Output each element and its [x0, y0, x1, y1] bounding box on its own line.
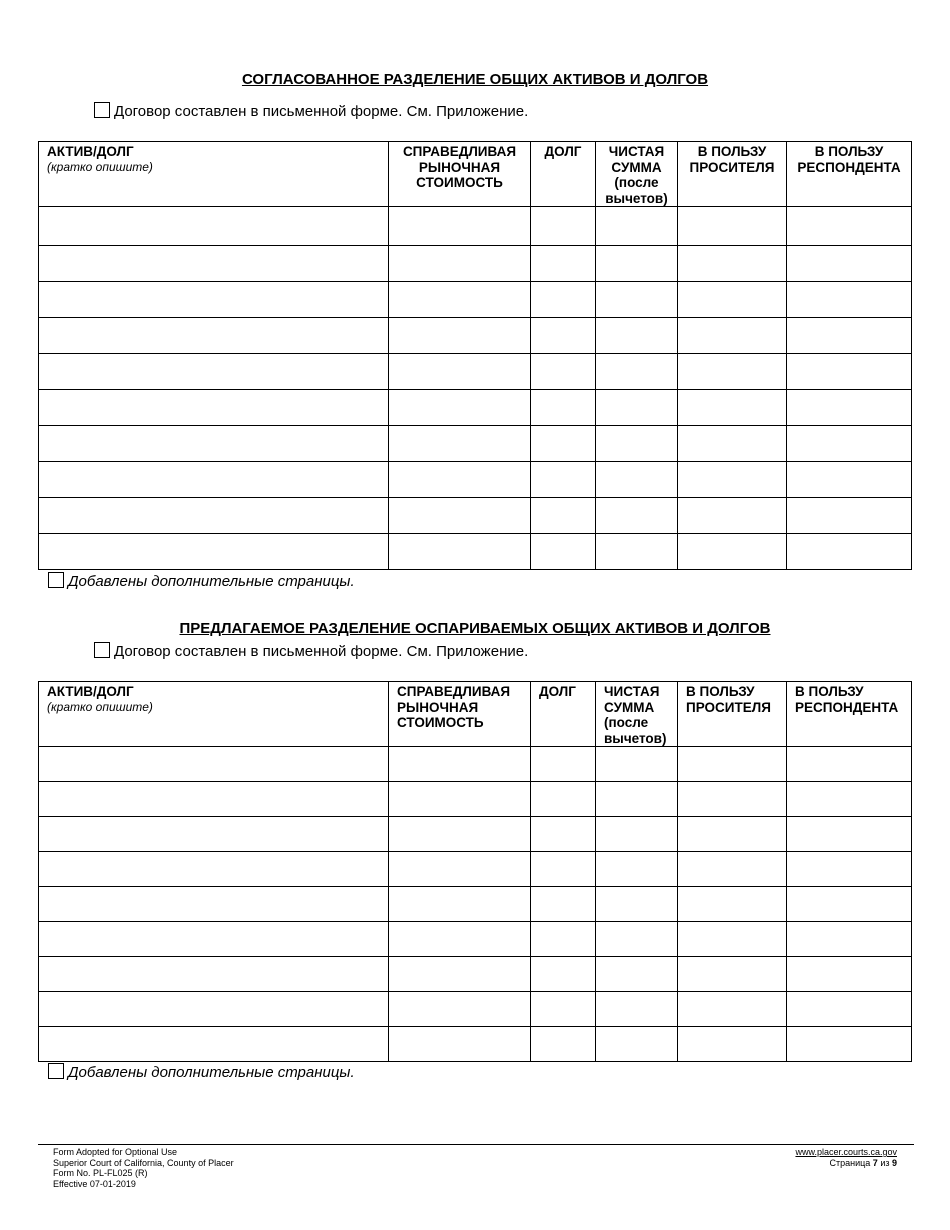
fair-market-value-cell[interactable] [389, 390, 531, 426]
to-respondent-cell[interactable] [787, 426, 912, 462]
section2-agreement-label: Договор составлен в письменной форме. См. Приложение. [114, 643, 529, 660]
asset-cell[interactable] [39, 354, 389, 390]
debt-cell[interactable] [531, 887, 596, 922]
to-petitioner-cell[interactable] [678, 992, 787, 1027]
header-to-petitioner: В ПОЛЬЗУ ПРОСИТЕЛЯ [678, 682, 787, 747]
table-header-row [39, 142, 912, 207]
section2-agreement-checkbox[interactable] [94, 642, 110, 658]
debt-cell[interactable] [531, 498, 596, 534]
to-respondent-cell[interactable] [787, 747, 912, 782]
footer-line-3: Form No. PL-FL025 (R) [53, 1168, 148, 1178]
net-amount-cell[interactable] [596, 462, 678, 498]
fair-market-value-cell[interactable] [389, 922, 531, 957]
fair-market-value-cell[interactable] [389, 957, 531, 992]
header-to-petitioner: В ПОЛЬЗУ ПРОСИТЕЛЯ [678, 142, 787, 207]
to-respondent-cell[interactable] [787, 887, 912, 922]
table-row [39, 246, 912, 282]
net-amount-cell[interactable] [596, 282, 678, 318]
to-respondent-cell[interactable] [787, 207, 912, 246]
asset-cell[interactable] [39, 282, 389, 318]
debt-cell[interactable] [531, 817, 596, 852]
to-petitioner-cell[interactable] [678, 462, 787, 498]
fair-market-value-cell[interactable] [389, 782, 531, 817]
fair-market-value-cell[interactable] [389, 992, 531, 1027]
net-amount-cell[interactable] [596, 817, 678, 852]
table-row [39, 426, 912, 462]
fair-market-value-cell[interactable] [389, 534, 531, 570]
footer-form-info [53, 1147, 234, 1189]
table-row [39, 498, 912, 534]
to-petitioner-cell[interactable] [678, 817, 787, 852]
net-amount-cell[interactable] [596, 957, 678, 992]
asset-cell[interactable] [39, 390, 389, 426]
footer-line-2: Superior Court of California, County of Placer [53, 1157, 234, 1168]
to-petitioner-cell[interactable] [678, 887, 787, 922]
net-amount-cell[interactable] [596, 992, 678, 1027]
net-amount-cell[interactable] [596, 426, 678, 462]
debt-cell[interactable] [531, 747, 596, 782]
section2-agreement-line [94, 643, 528, 660]
table-row [39, 318, 912, 354]
fair-market-value-cell[interactable] [389, 887, 531, 922]
debt-cell[interactable] [531, 354, 596, 390]
header-to-respondent: В ПОЛЬЗУ РЕСПОНДЕНТА [787, 682, 912, 747]
to-respondent-cell[interactable] [787, 922, 912, 957]
asset-cell[interactable] [39, 922, 389, 957]
table-row [39, 354, 912, 390]
header-asset: АКТИВ/ДОЛГ (кратко опишите) [39, 142, 389, 207]
debt-cell[interactable] [531, 282, 596, 318]
header-net-amount: ЧИСТАЯ СУММА (после вычетов) [596, 142, 678, 207]
table-row [39, 207, 912, 246]
table-row [39, 992, 912, 1027]
net-amount-cell[interactable] [596, 887, 678, 922]
asset-cell[interactable] [39, 462, 389, 498]
to-petitioner-cell[interactable] [678, 1027, 787, 1062]
asset-cell[interactable] [39, 318, 389, 354]
asset-cell[interactable] [39, 498, 389, 534]
debt-cell[interactable] [531, 957, 596, 992]
net-amount-cell[interactable] [596, 354, 678, 390]
fair-market-value-cell[interactable] [389, 462, 531, 498]
to-respondent-cell[interactable] [787, 1027, 912, 1062]
table-row [39, 1027, 912, 1062]
to-petitioner-cell[interactable] [678, 426, 787, 462]
to-petitioner-cell[interactable] [678, 390, 787, 426]
asset-cell[interactable] [39, 246, 389, 282]
table-row [39, 887, 912, 922]
asset-cell[interactable] [39, 426, 389, 462]
debt-cell[interactable] [531, 1027, 596, 1062]
header-to-respondent: В ПОЛЬЗУ РЕСПОНДЕНТА [787, 142, 912, 207]
debt-cell[interactable] [531, 207, 596, 246]
to-respondent-cell[interactable] [787, 957, 912, 992]
debt-cell[interactable] [531, 462, 596, 498]
fair-market-value-cell[interactable] [389, 817, 531, 852]
net-amount-cell[interactable] [596, 922, 678, 957]
debt-cell[interactable] [531, 426, 596, 462]
to-petitioner-cell[interactable] [678, 207, 787, 246]
to-respondent-cell[interactable] [787, 534, 912, 570]
fair-market-value-cell[interactable] [389, 354, 531, 390]
section1-additional-pages-checkbox[interactable] [48, 572, 64, 588]
asset-cell[interactable] [39, 957, 389, 992]
table-header-row [39, 682, 912, 747]
debt-cell[interactable] [531, 390, 596, 426]
to-respondent-cell[interactable] [787, 852, 912, 887]
section1-additional-pages-line [48, 573, 355, 590]
asset-cell[interactable] [39, 747, 389, 782]
section1-additional-pages-label: Добавлены дополнительные страницы. [68, 573, 355, 590]
header-fair-market-value: СПРАВЕДЛИВАЯ РЫНОЧНАЯ СТОИМОСТЬ [389, 682, 531, 747]
table-row [39, 534, 912, 570]
net-amount-cell[interactable] [596, 747, 678, 782]
footer-divider [38, 1144, 914, 1145]
to-respondent-cell[interactable] [787, 498, 912, 534]
debt-cell[interactable] [531, 852, 596, 887]
to-petitioner-cell[interactable] [678, 318, 787, 354]
to-respondent-cell[interactable] [787, 817, 912, 852]
debt-cell[interactable] [531, 318, 596, 354]
section2-additional-pages-checkbox[interactable] [48, 1063, 64, 1079]
table-row [39, 957, 912, 992]
section1-title: СОГЛАСОВАННОЕ РАЗДЕЛЕНИЕ ОБЩИХ АКТИВОВ И ДОЛГОВ [241, 71, 709, 88]
footer-line-4: Effective 07-01-2019 [53, 1178, 136, 1189]
asset-cell[interactable] [39, 992, 389, 1027]
to-respondent-cell[interactable] [787, 318, 912, 354]
to-respondent-cell[interactable] [787, 992, 912, 1027]
table-row [39, 282, 912, 318]
to-petitioner-cell[interactable] [678, 246, 787, 282]
to-respondent-cell[interactable] [787, 390, 912, 426]
section2-additional-pages-line [48, 1064, 355, 1081]
to-petitioner-cell[interactable] [678, 498, 787, 534]
court-website-link[interactable]: www.placer.courts.ca.gov [795, 1147, 897, 1157]
fair-market-value-cell[interactable] [389, 207, 531, 246]
net-amount-cell[interactable] [596, 1027, 678, 1062]
to-petitioner-cell[interactable] [678, 747, 787, 782]
fair-market-value-cell[interactable] [389, 1027, 531, 1062]
header-fair-market-value: СПРАВЕДЛИВАЯ РЫНОЧНАЯ СТОИМОСТЬ [389, 142, 531, 207]
section1-agreement-checkbox[interactable] [94, 102, 110, 118]
net-amount-cell[interactable] [596, 246, 678, 282]
asset-cell[interactable] [39, 1027, 389, 1062]
section2-title: ПРЕДЛАГАЕМОЕ РАЗДЕЛЕНИЕ ОСПАРИВАЕМЫХ ОБЩИХ АКТИВОВ И ДОЛГОВ [179, 620, 771, 637]
net-amount-cell[interactable] [596, 390, 678, 426]
to-petitioner-cell[interactable] [678, 922, 787, 957]
debt-cell[interactable] [531, 534, 596, 570]
debt-cell[interactable] [531, 246, 596, 282]
section1-agreement-line [94, 103, 528, 120]
net-amount-cell[interactable] [596, 852, 678, 887]
table-row [39, 922, 912, 957]
fair-market-value-cell[interactable] [389, 426, 531, 462]
net-amount-cell[interactable] [596, 498, 678, 534]
net-amount-cell[interactable] [596, 318, 678, 354]
section1-agreement-label: Договор составлен в письменной форме. См. Приложение. [114, 103, 529, 120]
to-petitioner-cell[interactable] [678, 852, 787, 887]
fair-market-value-cell[interactable] [389, 282, 531, 318]
net-amount-cell[interactable] [596, 207, 678, 246]
section2-additional-pages-label: Добавлены дополнительные страницы. [68, 1064, 355, 1081]
table-row [39, 817, 912, 852]
fair-market-value-cell[interactable] [389, 246, 531, 282]
to-respondent-cell[interactable] [787, 282, 912, 318]
fair-market-value-cell[interactable] [389, 747, 531, 782]
to-respondent-cell[interactable] [787, 782, 912, 817]
footer-page-info [795, 1147, 897, 1168]
asset-cell[interactable] [39, 534, 389, 570]
table-row [39, 852, 912, 887]
to-respondent-cell[interactable] [787, 354, 912, 390]
asset-cell[interactable] [39, 782, 389, 817]
net-amount-cell[interactable] [596, 534, 678, 570]
net-amount-cell[interactable] [596, 782, 678, 817]
debt-cell[interactable] [531, 922, 596, 957]
table-row [39, 390, 912, 426]
asset-cell[interactable] [39, 207, 389, 246]
header-asset: АКТИВ/ДОЛГ (кратко опишите) [39, 682, 389, 747]
asset-cell[interactable] [39, 852, 389, 887]
asset-cell[interactable] [39, 817, 389, 852]
header-debt: ДОЛГ [531, 142, 596, 207]
fair-market-value-cell[interactable] [389, 318, 531, 354]
table-row [39, 747, 912, 782]
to-petitioner-cell[interactable] [678, 354, 787, 390]
header-debt: ДОЛГ [531, 682, 596, 747]
to-respondent-cell[interactable] [787, 246, 912, 282]
fair-market-value-cell[interactable] [389, 852, 531, 887]
section1-table [38, 141, 912, 570]
fair-market-value-cell[interactable] [389, 498, 531, 534]
asset-cell[interactable] [39, 887, 389, 922]
to-petitioner-cell[interactable] [678, 957, 787, 992]
table-row [39, 462, 912, 498]
footer-line-1: Form Adopted for Optional Use [53, 1147, 178, 1157]
debt-cell[interactable] [531, 782, 596, 817]
page-number: Страница 7 из 9 [829, 1157, 897, 1168]
to-respondent-cell[interactable] [787, 462, 912, 498]
table-row [39, 782, 912, 817]
to-petitioner-cell[interactable] [678, 534, 787, 570]
to-petitioner-cell[interactable] [678, 782, 787, 817]
section2-table [38, 681, 912, 1062]
debt-cell[interactable] [531, 992, 596, 1027]
to-petitioner-cell[interactable] [678, 282, 787, 318]
header-net-amount: ЧИСТАЯ СУММА (после вычетов) [596, 682, 678, 747]
